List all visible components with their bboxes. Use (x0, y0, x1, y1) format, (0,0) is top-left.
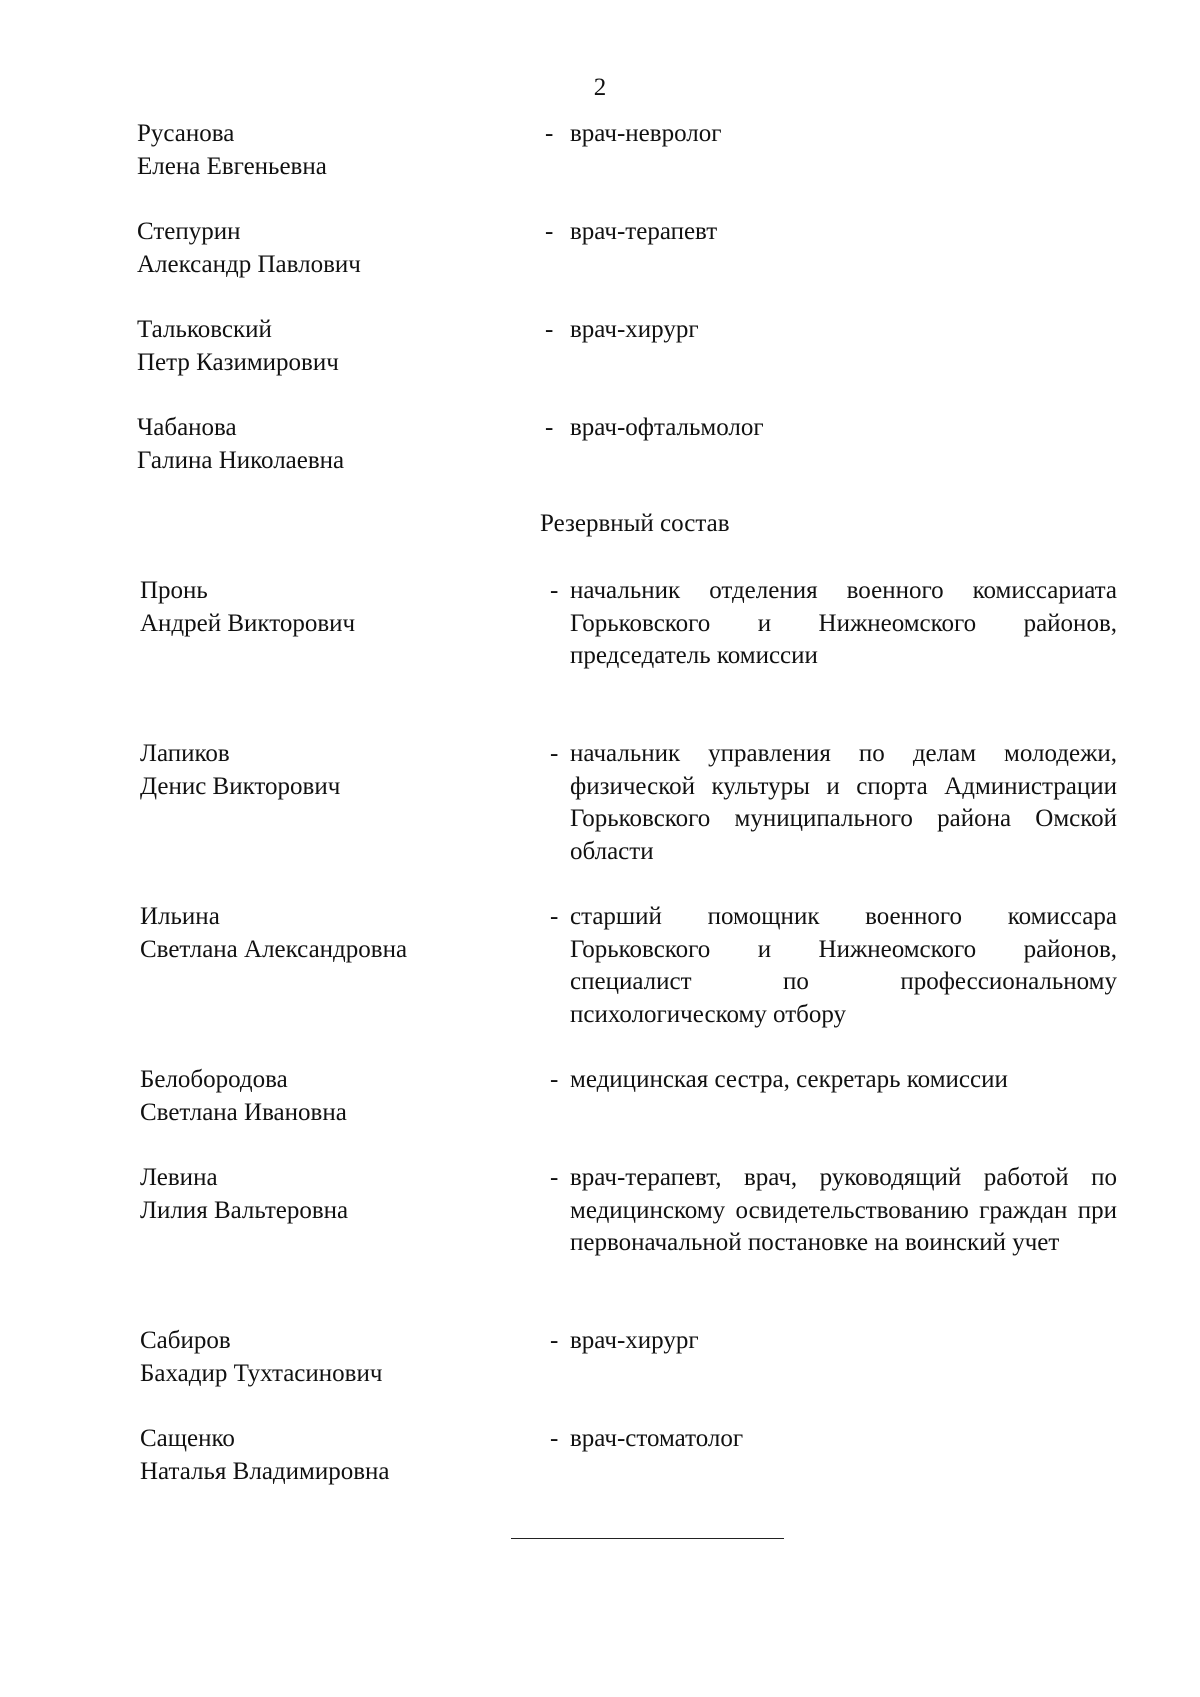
member-given-names: Светлана Ивановна (140, 1098, 347, 1126)
member-surname: Сабиров (140, 1327, 231, 1354)
member-surname: Сащенко (140, 1425, 235, 1452)
member-surname: Белобородова (140, 1066, 288, 1093)
member-surname: Тальковский (137, 316, 272, 343)
member-name (140, 1064, 520, 1129)
member-role: врач-невролог (570, 120, 722, 147)
member-name (140, 738, 520, 803)
member-given-names: Андрей Викторович (140, 609, 356, 637)
member-role: врач-терапевт, врач, руководящий работой по медицинскому освидетельствованию граждан при первоначальной постановке на воинский учет (570, 1164, 1117, 1256)
member-name (137, 412, 517, 477)
member-surname: Ильина (140, 903, 220, 930)
member-name (137, 118, 517, 183)
member-role: медицинская сестра, секретарь комиссии (570, 1066, 1008, 1093)
member-given-names: Лилия Вальтеровна (140, 1196, 349, 1224)
member-given-names: Бахадир Тухтасинович (140, 1359, 383, 1387)
member-role: врач-хирург (570, 316, 699, 343)
member-role: начальник отделения военного комиссариата Горьковского и Нижнеомского районов, председатель комиссии (570, 577, 1117, 669)
member-name (140, 575, 520, 640)
member-given-names: Светлана Александровна (140, 935, 408, 963)
member-given-names: Галина Николаевна (137, 446, 345, 474)
end-of-list-rule (511, 1538, 784, 1539)
member-given-names: Елена Евгеньевна (137, 152, 327, 180)
dash-marker: - (550, 1066, 559, 1093)
dash-marker: - (545, 218, 554, 245)
member-given-names: Петр Казимирович (137, 348, 339, 376)
member-role: врач-хирург (570, 1327, 699, 1354)
reserve-section-title: Резервный состав (540, 510, 730, 537)
member-given-names: Александр Павлович (137, 250, 361, 278)
dash-marker: - (550, 740, 559, 767)
member-name (140, 901, 520, 966)
member-name (137, 216, 517, 281)
member-role: врач-офтальмолог (570, 414, 764, 441)
member-surname: Пронь (140, 577, 208, 604)
dash-marker: - (550, 903, 559, 930)
dash-marker: - (545, 316, 554, 343)
member-surname: Степурин (137, 218, 241, 245)
member-role: врач-терапевт (570, 218, 718, 245)
member-name (137, 314, 517, 379)
member-surname: Русанова (137, 120, 235, 147)
dash-marker: - (550, 1164, 559, 1191)
dash-marker: - (545, 120, 554, 147)
dash-marker: - (550, 577, 559, 604)
dash-marker: - (550, 1425, 559, 1452)
member-name (140, 1162, 520, 1227)
member-role: старший помощник военного комиссара Горьковского и Нижнеомского районов, специалист по профессиональному психологическому отбору (570, 903, 1117, 1028)
member-name (140, 1325, 520, 1390)
dash-marker: - (545, 414, 554, 441)
member-surname: Лапиков (140, 740, 230, 767)
member-name (140, 1423, 520, 1488)
member-given-names: Денис Викторович (140, 772, 341, 800)
member-role: врач-стоматолог (570, 1425, 744, 1452)
member-surname: Чабанова (137, 414, 237, 441)
page-number: 2 (593, 74, 607, 101)
dash-marker: - (550, 1327, 559, 1354)
member-given-names: Наталья Владимировна (140, 1457, 390, 1485)
member-role: начальник управления по делам молодежи, физической культуры и спорта Администрации Горьковского муниципального района Омской области (570, 740, 1117, 865)
member-surname: Левина (140, 1164, 218, 1191)
